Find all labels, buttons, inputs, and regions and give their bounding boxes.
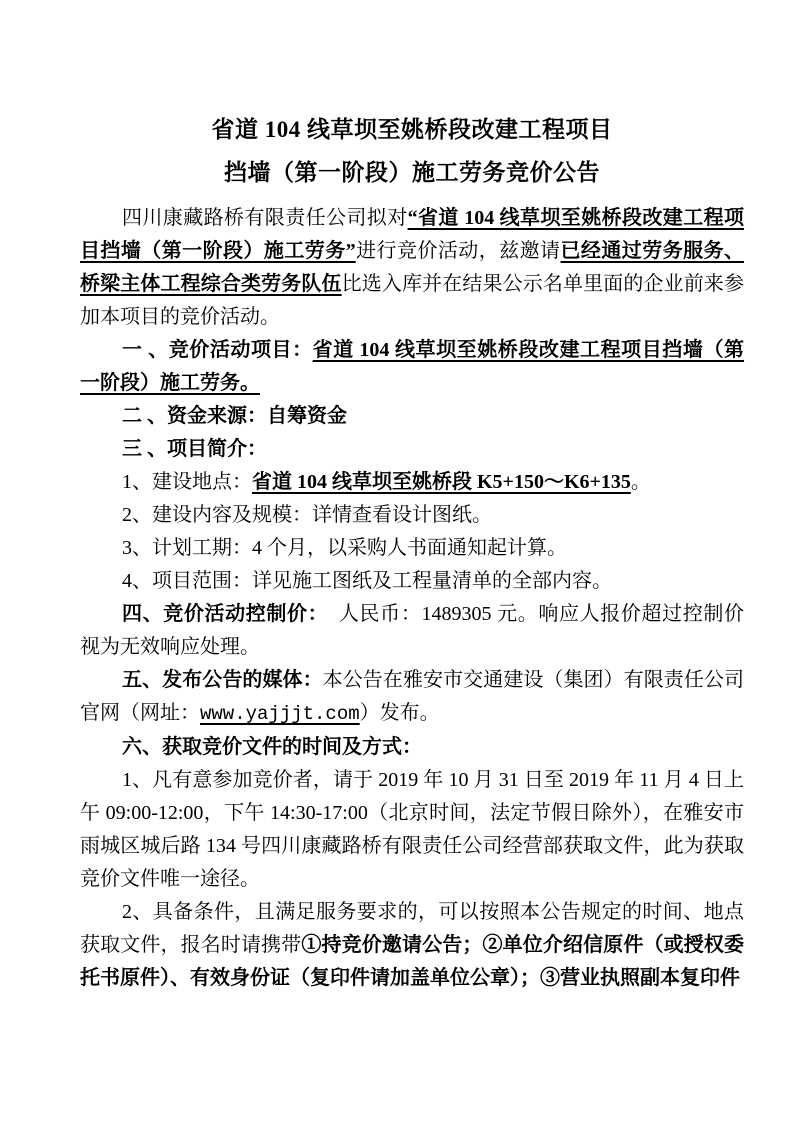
text-run: “省道 104 线草坝至姚桥段改建工程项目挡墙（第一阶段）施工劳务” (80, 207, 745, 262)
paragraph-section-3-item-3-schedule (80, 532, 744, 565)
website-url: www.yajjjt.com (200, 703, 360, 725)
text-run: 六、获取竞价文件的时间及方式： (122, 736, 422, 758)
text-run: 省道 104 线草坝至姚桥段 K5+150～K6+135 (252, 471, 631, 493)
text-run: 已经通过劳务服务、桥梁主体工程综合类劳务队伍 (80, 240, 744, 295)
text-run: 进行竞价活动，兹邀请 (355, 240, 561, 262)
text-run: 二 、资金来源：自筹资金 (122, 405, 347, 427)
text-run: 2、具备条件，且满足服务要求的，可以按照本公告规定的时间、地点获取文件，报名时请携带 (80, 901, 744, 956)
paragraph-section-6-item-1-time-place (80, 764, 744, 896)
paragraph-section-1-bidding-project (80, 334, 744, 400)
text-run: 1、凡有意参加竞价者，请于 2019 年 10 月 31 日至 2019 年 11 月 4 日上午 09:00-12:00，下午 14:30-17:00（北京时间，法定节假日除外），在雅安市雨城区城后路 134 号四川康藏路桥有限责任公司经营部获取文件，此为获取竞价文件唯一途径。 (80, 769, 744, 890)
text-run: 3、计划工期：4 个月，以采购人书面通知起计算。 (122, 537, 567, 559)
paragraph-section-6-document-acquisition (80, 731, 744, 764)
document-title-line-2: 挡墙（第一阶段）施工劳务竞价公告 (224, 160, 600, 185)
text-run: 本公告在雅安市交通建设（集团）有限责任公司官网（网址： (80, 669, 745, 724)
text-run: 人民币：1489305 元。响应人报价超过控制价视为无效响应处理。 (80, 603, 745, 658)
paragraph-section-6-item-2-requirements (80, 896, 744, 995)
text-run: 一 、竞价活动项目： (122, 339, 313, 361)
text-run: 2、建设内容及规模：详情查看设计图纸。 (122, 504, 492, 526)
text-run: ①持竞价邀请公告；②单位介绍信原件（或授权委托书原件）、有效身份证（复印件请加盖单位公章）；③营业执照副本复印件 (80, 934, 744, 989)
paragraph-section-4-control-price (80, 598, 744, 664)
paragraph-section-3-item-2-scope (80, 499, 744, 532)
text-run: 4、项目范围：详见施工图纸及工程量清单的全部内容。 (122, 570, 612, 592)
paragraph-section-3-item-1-location (80, 466, 744, 499)
text-run: 四川康藏路桥有限责任公司拟对 (122, 207, 408, 229)
text-run: 省道 104 线草坝至姚桥段改建工程项目挡墙（第一阶段）施工劳务。 (80, 339, 745, 394)
paragraph-section-3-item-4-range (80, 565, 744, 598)
paragraph-section-5-announcement-media (80, 664, 744, 731)
paragraph-section-2-funding-source (80, 400, 744, 433)
text-run: 。 (630, 471, 651, 493)
document-title-line-1: 省道 104 线草坝至姚桥段改建工程项目 (211, 117, 613, 142)
paragraph-intro (80, 202, 744, 334)
text-run: 1、建设地点： (122, 471, 252, 493)
paragraph-section-3-project-overview (80, 433, 744, 466)
document-body (80, 202, 744, 995)
text-run: 五、发布公告的媒体： (122, 669, 323, 691)
text-run: 比选入库并在结果公示名单里面的企业前来参加本项目的竞价活动。 (80, 273, 744, 328)
text-run: 四、竞价活动控制价： (122, 603, 319, 625)
text-run: 三 、项目简介： (122, 438, 267, 460)
text-run: ）发布。 (359, 702, 440, 724)
